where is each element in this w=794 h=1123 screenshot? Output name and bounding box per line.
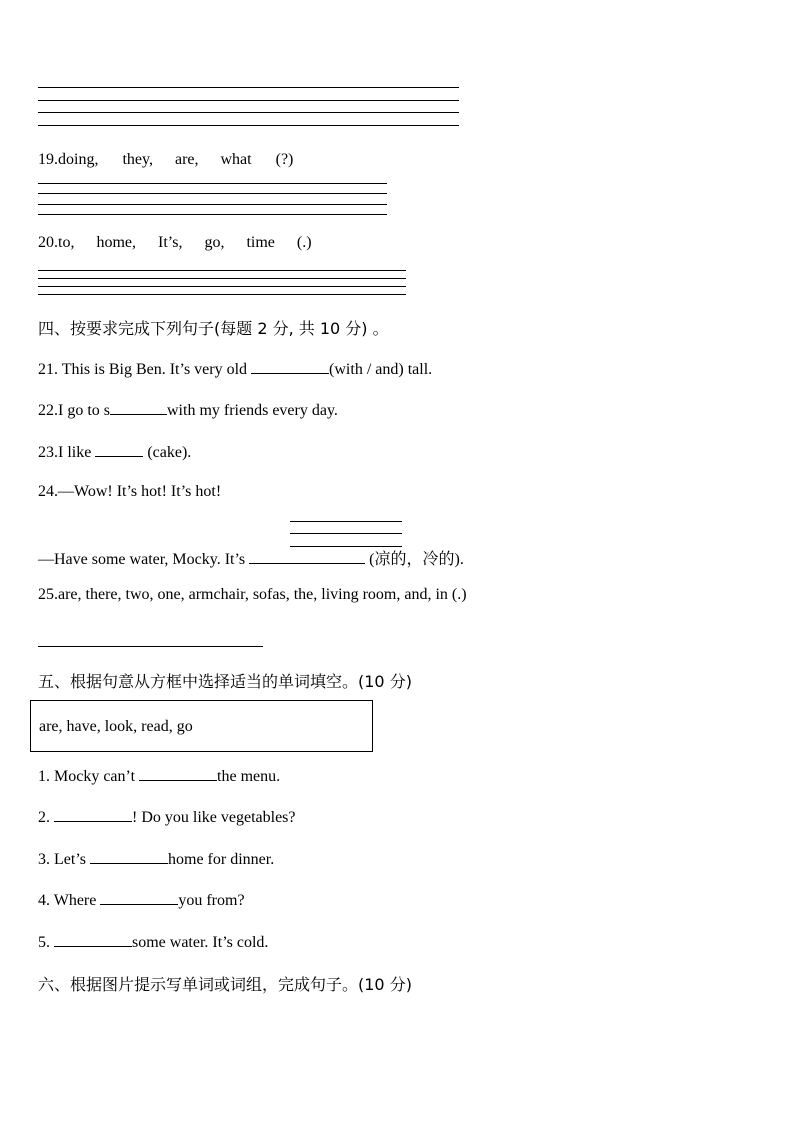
fill-item-1 [38, 765, 280, 786]
word-token: (.) [296, 234, 312, 251]
fill-blank[interactable] [251, 358, 329, 374]
answer-line[interactable] [38, 87, 459, 88]
item-number: 2. [38, 809, 50, 826]
question-text: I like [58, 444, 96, 461]
question-text: —Wow! It’s hot! It’s hot! [58, 483, 222, 500]
question-21 [38, 358, 432, 379]
word-token: what [220, 151, 252, 168]
fill-item-2 [38, 806, 296, 827]
question-24-reply [38, 546, 464, 569]
item-text: some water. It’s cold. [132, 934, 269, 951]
item-text: Mocky can’t [50, 768, 140, 785]
section-4-title: 四、按要求完成下列句子(每题 2 分, 共 10 分) 。 [38, 319, 389, 338]
word-token: they, [122, 151, 153, 168]
word-box-text: are, have, look, read, go [39, 718, 193, 735]
question-number: 21. [38, 361, 58, 378]
word-box [30, 700, 373, 752]
question-text: This is Big Ben. It’s very old [58, 361, 252, 378]
question-23 [38, 441, 191, 462]
fill-blank[interactable] [54, 806, 132, 822]
item-number: 1. [38, 768, 50, 785]
item-text: Where [50, 892, 101, 909]
answer-line[interactable] [38, 214, 387, 215]
item-text: the menu. [217, 768, 281, 785]
answer-line[interactable] [290, 521, 402, 522]
fill-blank[interactable] [90, 848, 168, 864]
question-number: 23. [38, 444, 58, 461]
word-token: doing, [58, 151, 99, 168]
answer-line[interactable] [38, 112, 459, 113]
question-text: with my friends every day. [167, 402, 338, 419]
answer-line[interactable] [38, 125, 459, 126]
question-25 [38, 586, 467, 604]
word-token: go, [204, 234, 225, 251]
question-text: (cake). [143, 444, 192, 461]
answer-line[interactable] [290, 533, 402, 534]
fill-item-3 [38, 848, 274, 869]
word-token: are, [174, 151, 199, 168]
section-5-title: 五、根据句意从方框中选择适当的单词填空。(10 分) [38, 672, 412, 691]
item-number: 4. [38, 892, 50, 909]
question-text: (with / and) tall. [329, 361, 433, 378]
question-text: I go to s [58, 402, 110, 419]
item-text: ! Do you like vegetables? [132, 809, 296, 826]
fill-blank[interactable] [100, 889, 178, 905]
fill-blank[interactable] [95, 441, 143, 457]
answer-line[interactable] [38, 294, 406, 295]
word-token: home, [96, 234, 136, 251]
question-22 [38, 399, 338, 420]
question-number: 22. [38, 402, 58, 419]
item-text: you from? [178, 892, 245, 909]
item-text: Let’s [50, 851, 90, 868]
question-number: 19. [38, 151, 58, 168]
question-text: are, there, two, one, armchair, sofas, the, living room, and, in (.) [58, 586, 467, 603]
answer-line[interactable] [38, 100, 459, 101]
answer-line[interactable] [38, 183, 387, 184]
fill-blank[interactable] [54, 931, 132, 947]
answer-line[interactable] [38, 278, 406, 279]
fill-blank[interactable] [110, 399, 167, 415]
word-token: time [246, 234, 275, 251]
question-number: 24. [38, 483, 58, 500]
question-number: 20. [38, 234, 58, 251]
item-number: 5. [38, 934, 50, 951]
answer-line[interactable] [38, 193, 387, 194]
word-token: (?) [275, 151, 294, 168]
answer-line[interactable] [38, 286, 406, 287]
question-text: —Have some water, Mocky. It’s [38, 551, 250, 568]
fill-blank[interactable] [249, 548, 365, 564]
answer-line[interactable] [38, 270, 406, 271]
question-24 [38, 483, 221, 501]
question-text: (凉的，冷的). [365, 551, 464, 568]
word-token: It’s, [158, 234, 183, 251]
item-text: home for dinner. [168, 851, 275, 868]
word-token: to, [58, 234, 75, 251]
section-6-title: 六、根据图片提示写单词或词组，完成句子。(10 分) [38, 975, 412, 994]
answer-line[interactable] [38, 204, 387, 205]
question-20 [38, 234, 312, 252]
answer-line[interactable] [38, 646, 263, 647]
fill-item-5 [38, 931, 268, 952]
question-19 [38, 151, 293, 169]
fill-item-4 [38, 889, 245, 910]
fill-blank[interactable] [139, 765, 217, 781]
question-number: 25. [38, 586, 58, 603]
item-number: 3. [38, 851, 50, 868]
